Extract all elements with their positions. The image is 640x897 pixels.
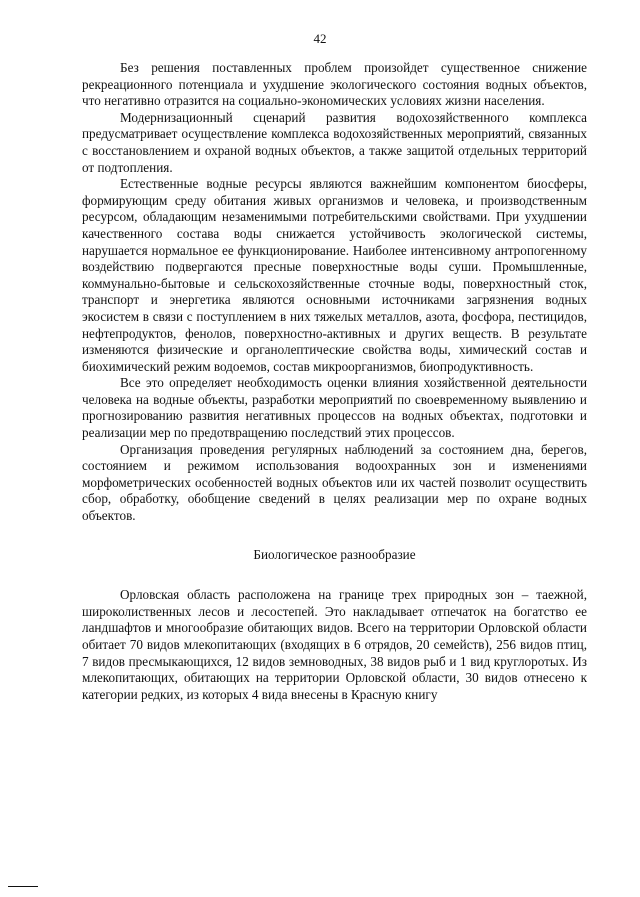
- section-title: Биологическое разнообразие: [253, 546, 416, 562]
- section-paragraph: Орловская область расположена на границе трех природных зон – таежной, широколиственных лесов и лесостепей. Это накладывает отпечаток на богатство ее ландшафтов и многообразие обитающих видов. Всего на территории Орловской области обитает 70 видов млекопитающих (входящих в 6 отрядов, 20 семейств), 256 видов птиц, 7 видов пресмыкающихся, 12 видов земноводных, 38 видов рыб и 1 вид круглоротых. Из млекопитающих, обитающих на территории Орловской области, 30 видов отнесено к категории редких, из которых 4 вида внесены в Красную книгу: [82, 587, 587, 702]
- footer-rule: [8, 886, 38, 887]
- page-number: 42: [313, 31, 327, 46]
- paragraph-5: Организация проведения регулярных наблюдений за состоянием дна, берегов, состоянием и режимом использования водоохранных зон и изменениями морфометрических особенностей водных объектов или их частей позволит осуществить сбор, обработку, обобщение сведений в целях реализации мер по охране водных объектов.: [82, 441, 587, 524]
- paragraph-2: Модернизационный сценарий развития водохозяйственного комплекса предусматривает осуществление комплекса водохозяйственных мероприятий, связанных с восстановлением и охраной водных объектов, а также защитой отдельных территорий от подтопления.: [82, 109, 587, 175]
- paragraph-4: Все это определяет необходимость оценки влияния хозяйственной деятельности человека на водные объекты, разработки мероприятий по своевременному выявлению и прогнозированию развития негативных процессов на водных объектах, подготовки и реализации мер по предотвращению последствий этих процессов.: [82, 375, 587, 441]
- paragraph-3: Естественные водные ресурсы являются важнейшим компонентом биосферы, формирующим среду обитания живых организмов и человека, и производственным ресурсом, обладающим незаменимыми потребительскими свойствами. При ухудшении качественного состава воды снижается устойчивость экологической системы, нарушается нормальное ее функционирование. Наиболее интенсивному антропогенному воздействию подвергаются пресные поверхностные воды суши. Промышленные, коммунально-бытовые и сельскохозяйственные сточные воды, поверхностный сток, транспорт и энергетика являются основными источниками загрязнения водных экосистем в связи с поступлением в них тяжелых металлов, азота, фосфора, пестицидов, нефтепродуктов, фенолов, поверхностно-активных и других веществ. В результате изменяются физические и органолептические свойства воды, химический состав и биохимический режим водоемов, состав микроорганизмов, биопродуктивность.: [82, 176, 587, 374]
- document-body: [82, 60, 587, 703]
- paragraph-1: Без решения поставленных проблем произойдет существенное снижение рекреационного потенциала и ухудшение экологического состояния водных объектов, что негативно отразится на социально-экономических условиях жизни населения.: [82, 60, 587, 109]
